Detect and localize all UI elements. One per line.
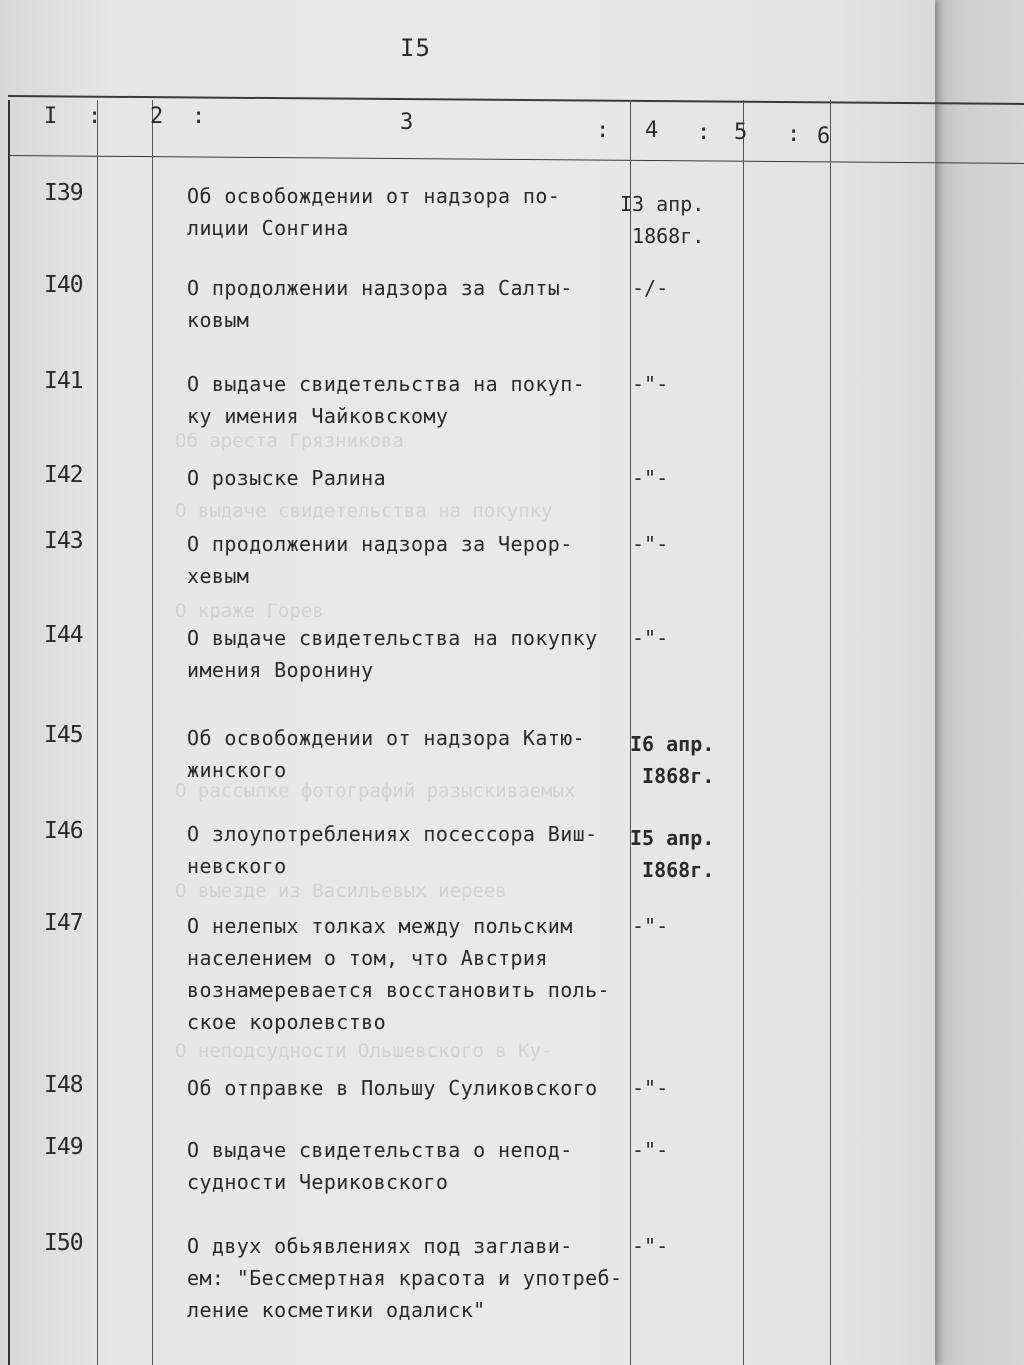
row-date: I6 апр. I868г. — [630, 732, 715, 788]
row-number: I43 — [44, 528, 83, 554]
row-title: Об освобождении от надзора по- лиции Сонгина — [187, 184, 561, 240]
row-number: I45 — [44, 722, 83, 748]
column-border — [830, 100, 831, 1365]
row-number: I40 — [44, 272, 83, 298]
column-separator: : — [88, 104, 102, 129]
row-number: I41 — [44, 368, 83, 394]
row-number: I49 — [44, 1134, 83, 1160]
row-date: -"- — [632, 466, 669, 490]
column-border — [97, 100, 98, 1365]
bleed-through-text: О рассылке фотографий разыскиваемых — [175, 780, 576, 802]
row-title: Об освобождении от надзора Катю- жинского — [187, 726, 586, 782]
row-date: -/- — [632, 276, 669, 300]
column-border — [152, 100, 153, 1365]
row-title: Об отправке в Польшу Суликовского — [187, 1076, 598, 1100]
row-date: -"- — [632, 532, 669, 556]
row-date: -"- — [632, 1138, 669, 1162]
row-number: I46 — [44, 818, 83, 844]
row-date: I5 апр. I868г. — [630, 826, 715, 882]
row-title: О выдаче свидетельства на покуп- ку имения Чайковскому — [187, 372, 586, 428]
column-header-5: 5 — [734, 120, 748, 145]
row-title: О выдаче свидетельства о непод- судности Чериковского — [187, 1138, 573, 1194]
row-date: -"- — [632, 1076, 669, 1100]
row-title: О розыске Ралина — [187, 466, 387, 490]
row-title: О злоупотреблениях посессора Виш- невского — [187, 822, 598, 878]
table-header — [0, 100, 935, 150]
bleed-through-text: Об ареста Грязникова — [175, 430, 404, 452]
row-title: О продолжении надзора за Салты- ковым — [187, 276, 573, 332]
row-date: -"- — [632, 914, 669, 938]
row-number: I47 — [44, 910, 83, 936]
row-number: I48 — [44, 1072, 83, 1098]
bleed-through-text: О краже Горев — [175, 600, 324, 622]
column-header-6: 6 — [817, 124, 831, 149]
column-header-4: 4 — [645, 118, 659, 143]
column-border — [743, 100, 744, 1365]
column-header-1: I — [44, 104, 58, 129]
column-header-3: 3 — [400, 110, 414, 135]
column-separator: : — [697, 120, 711, 145]
row-number: I50 — [44, 1230, 83, 1256]
row-number: I42 — [44, 462, 83, 488]
row-date: I3 апр. 1868г. — [620, 192, 705, 248]
row-title: О выдаче свидетельства на покупку имения Воронину — [187, 626, 598, 682]
column-border — [8, 100, 10, 1365]
adjacent-page-edge — [935, 0, 1024, 1365]
row-date: -"- — [632, 372, 669, 396]
bleed-through-text: О выдаче свидетельства на покупку — [175, 500, 553, 522]
bleed-through-text: О неподсудности Ольшевского в Ку- — [175, 1040, 553, 1062]
row-title: О продолжении надзора за Черор- хевым — [187, 532, 573, 588]
column-separator: : — [596, 118, 610, 143]
row-date: -"- — [632, 1234, 669, 1258]
row-date: -"- — [632, 626, 669, 650]
column-separator: : — [787, 122, 801, 147]
row-number: I39 — [44, 180, 83, 206]
column-separator: : — [192, 104, 206, 129]
bleed-through-text: О выезде из Васильевых иереев — [175, 880, 507, 902]
row-title: О двух обьявлениях под заглави- ем: "Бессмертная красота и употреб- ление косметики одалиск" — [187, 1234, 623, 1322]
column-header-2: 2 — [150, 104, 164, 129]
page-number: I5 — [400, 34, 431, 62]
row-number: I44 — [44, 622, 83, 648]
row-title: О нелепых толках между польским населением о том, что Австрия вознамеревается восстановить поль- ское королевство — [187, 914, 610, 1034]
